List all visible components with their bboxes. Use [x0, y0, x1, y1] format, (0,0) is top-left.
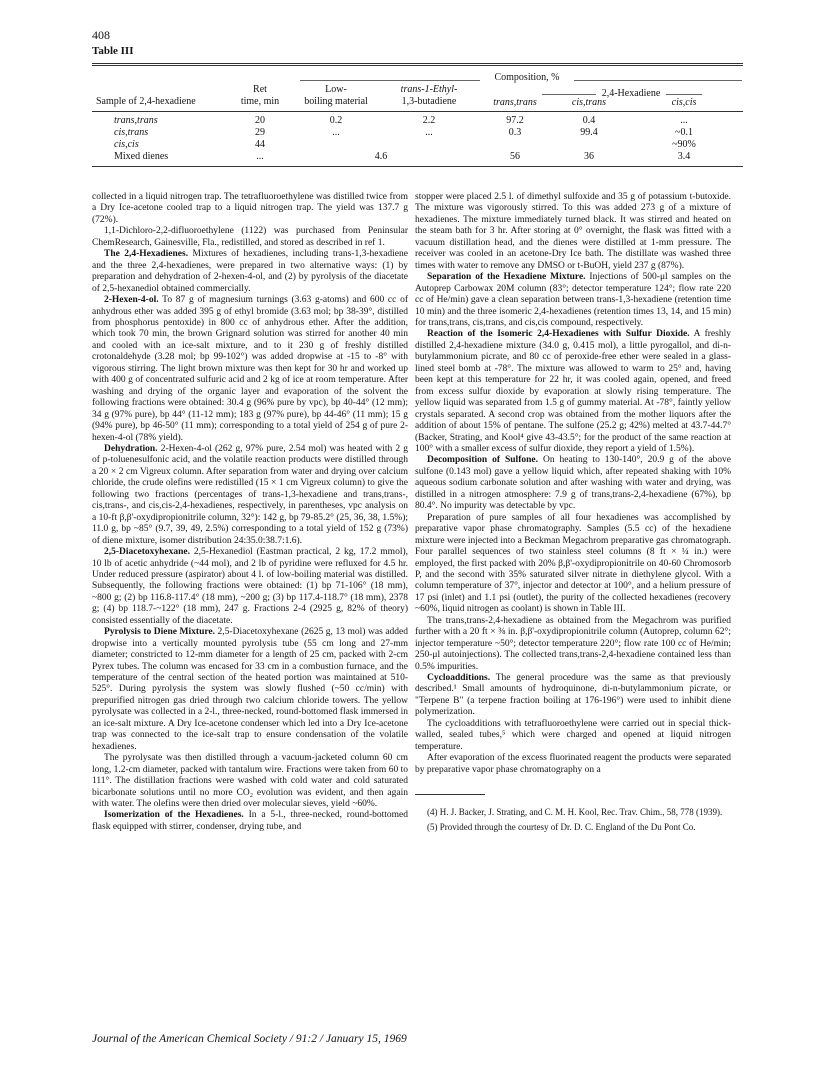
composition-rule-right	[574, 80, 742, 81]
paragraph-text: 2-Hexen-4-ol (262 g, 97% pure, 2.54 mol) was heated with 2 g of p-toluenesulfonic acid, and the volatile reaction products were distilled through a 20 × 2 cm Vigreux column. After separation from water and drying over calcium chloride, the crude olefins were redistilled (15 × 1 cm Vigreux column) to give the following two fractions (percentages of trans-1,3-hexadiene and trans,trans-, cis,trans-, and cis,cis-2,4-hexadienes, respectively, in parentheses, vpc analysis on a 10-ft β,β'-oxydipropionitrile column, 32°): 142 g, bp 79-85.2° (25, 36, 38, 1.5%); 11.0 g, bp ~85° (9.7, 39, 49, 2.5%) corresponding to a total yield of 152 g (73%) of diene mixture, isomer distribution 24:35.0:38.7:1.6).	[92, 443, 408, 546]
paragraph	[92, 249, 408, 295]
cell-tt: 97.2	[506, 115, 524, 126]
col-ethyl-header-2: 1,3-butadiene	[401, 96, 457, 107]
paragraph	[92, 444, 408, 547]
paragraph-heading: Cycloadditions.	[427, 673, 491, 684]
paragraph-text: Mixtures of hexadienes, including trans-1,3-hexadiene and the three 2,4-hexadienes, were prepared in two alternative ways: (1) by preparation and dehydration of 2-hexen-4-ol, and (2) by pyrolysis of the diacetate of 2,5-hexanediol obtained commercially.	[92, 249, 408, 294]
hexadiene-header: 2,4-Hexadiene	[601, 88, 661, 99]
cell-cc: ~90%	[672, 139, 696, 150]
paragraph-heading: Decomposition of Sulfone.	[427, 455, 538, 466]
paragraph-text: 2,5-Hexanediol (Eastman practical, 2 kg, 17.2 mmol), 10 lb of acetic anhydride (~44 mol), and 2 lb of pyridine were refluxed for 4.5 hr. Under reduced pressure (aspirator) about 4 l. of low-boiling material was distilled. Subsequently, the following fractions were obtained: (1) bp 71-106° (18 mm), ~800 g; (2) bp 116.8-117.4° (18 mm), ~200 g; (3) bp 117.4-118.7° (18 mm), 2378 g; (4) bp 118.7-~122° (18 mm), 247 g. Fractions 2-4 (2925 g, 82% of theory) consisted essentially of the diacetate.	[92, 547, 408, 626]
page-number: 408	[92, 28, 110, 42]
paragraph-heading: Separation of the Hexadiene Mixture.	[427, 272, 586, 283]
paragraph: Preparation of pure samples of all four hexadienes was accomplished by preparative vapor phase chromatography. Samples (5.5 cc) of the hexadiene mixture were injected into a Beckman Megachrom preparative gas chromatograph. Four parallel sequences of two stainless steel columns (8 ft × ¼ in.) were employed, the first packed with 20% β,β'-oxydipropionitrile on 40-60 Chromosorb P, and the second with 35% saturated silver nitrate in diethylene glycol. With a column temperature of 37°, injector and detector at 100°, and a helium pressure of 17 psi (inlet) and 1.1 psi (outlet), the purity of the collected hexadienes (recovery ~60%, liquid nitrogen as coolant) is shown in Table III.	[415, 512, 731, 615]
cell-low-ethyl: 4.6	[374, 151, 388, 162]
hexadiene-rule-right	[666, 94, 702, 95]
cell-cc: ~0.1	[675, 127, 693, 138]
footnote-4: (4) H. J. Backer, J. Strating, and C. M. H. Kool, Rec. Trav. Chim., 58, 778 (1939).	[427, 807, 723, 818]
col-cc-header: cis,cis	[671, 97, 697, 108]
paragraph-text: 2,5-Diacetoxyhexane (2625 g, 13 mol) was added dropwise into a vertically mounted pyrolysis tube (55 cm long and 27-mm diameter; constricted to 12-mm diameter for a length of 25 cm, packed with 2-cm Pyrex tubes. The column was encased for 33 cm in a combustion furnace, and the temperature of the central section of the heated portion was maintained at 510-525°. During pyrolysis the system was slowly flushed (~50 cc/min) with prepurified nitrogen gas dried through two calcium chloride towers. The yellow pyrolysate was collected in a 2-l., three-necked, round-bottomed flask immersed in an ice-salt mixture. A Dry Ice-acetone condenser which led into a Dry Ice-acetone trap was connected to the ice-salt trap to ensure condensation of the volatile hexadienes.	[92, 627, 409, 752]
cell-sample: cis,cis	[114, 139, 139, 150]
paragraph: 1,1-Dichloro-2,2-difluoroethylene (1122) was purchased from Peninsular ChemResearch, Gainesville, Fla., redistilled, and stored as described in ref 1.	[92, 226, 408, 248]
paragraph	[415, 455, 731, 512]
composition-rule-left	[300, 80, 480, 81]
col-ret-header-1: Ret	[253, 84, 267, 95]
composition-header: Composition, %	[494, 72, 560, 83]
paragraph-heading: The 2,4-Hexadienes.	[104, 249, 189, 260]
paragraph	[92, 547, 408, 627]
paragraph-text: A freshly distilled 2,4-hexadiene mixture (34.0 g, 0.415 mol), a little pyrogallol, and di-n-butylammonium picrate, and 80 cc of peroxide-free ether were sealed in a glass-lined steel bomb at -78°. The mixture was allowed to warm to 25° and, having been kept at this temperature for 22 hr, it was cooled again, opened, and freed from excess sulfur dioxide by evaporation at slowly rising temperature. The yellow liquid was separated from 1.5 g of gummy material. At -78°, faintly yellow crystals separated. A second crop was obtained from the mother liquors after the addition of about 15% of pentane. The sulfone (25.2 g; 42%) melted at 43.7-44.7° (Backer, Strating, and Kool⁴ give 43-43.5°; for the product of the same reaction at 100° with a smaller excess of sulfur dioxide, they report a yield of 1.5%).	[415, 329, 731, 454]
cell-cc: ...	[680, 115, 688, 126]
paragraph-text: In a 5-l., three-necked, round-bottomed flask equipped with stirrer, condenser, drying tube, and	[92, 810, 409, 832]
paragraph	[92, 627, 408, 753]
paragraph-heading: 2,5-Diacetoxyhexane.	[104, 547, 191, 558]
paragraph-heading: Pyrolysis to Diene Mixture.	[104, 627, 215, 638]
footnote-rule	[415, 794, 485, 795]
cell-ret: ...	[256, 151, 264, 162]
cell-ret: 29	[255, 127, 265, 138]
paragraph: The pyrolysate was then distilled through a vacuum-jacketed column 60 cm long, 1.2-cm diameter, packed with tantalum wire. Fractions were taken from 60 to 111°. The distillation fractions were washed with cold water and cold saturated bicarbonate solutions until no more CO₂ evolution was evident, and then again with water. The olefins were then dried over molecular sieves, yield ~60%.	[92, 753, 408, 810]
col-ct-header: cis,trans	[571, 97, 607, 108]
paragraph	[92, 810, 408, 833]
paragraph: stopper were placed 2.5 l. of dimethyl sulfoxide and 35 g of potassium t-butoxide. The mixture was vigorously stirred. To this was added 273 g of a mixture of hexadienes. The mixture immediately turned black. It was stirred and heated on the steam bath for 3 hr. After storing at 0° overnight, the flask was fitted with a vacuum distillation head, and the dienes were distilled at 1-mm pressure. The receiver was cooled in an acetone-Dry Ice bath. The distillate was washed three times with water to remove any DMSO or t-BuOH, yield 237 g (87%).	[415, 192, 731, 271]
cell-ethyl: 2.2	[422, 115, 436, 126]
paragraph	[415, 329, 731, 455]
paragraph-heading: Isomerization of the Hexadienes.	[104, 810, 244, 821]
cell-ct: 0.4	[582, 115, 596, 126]
table-title: Table III	[92, 45, 134, 57]
paragraph: The trans,trans-2,4-hexadiene as obtained from the Megachrom was purified further with a 20 ft × ⅜ in. β,β'-oxydipropionitrile column (Autoprep, column 62°; injector temperature ~50°; detector temperature 220°; flow rate 100 cc of He/min; 250-μl autoinjections). The collected trans,trans-2,4-hexadiene contained less than 0.5% impurities.	[415, 615, 731, 672]
cell-ct: 36	[584, 151, 594, 162]
paragraph-heading: 2-Hexen-4-ol.	[104, 295, 159, 306]
paragraph-heading: Reaction of the Isomeric 2,4-Hexadienes with Sulfur Dioxide.	[427, 329, 690, 340]
col-low-header-2: boiling material	[304, 96, 368, 107]
paragraph: The cycloadditions with tetrafluoroethylene were carried out in special thick-walled, sealed tubes,⁵ which were charged and opened at liquid nitrogen temperature.	[415, 718, 731, 752]
paragraph: collected in a liquid nitrogen trap. The tetrafluoroethylene was distilled twice from a Dry Ice-acetone cooled trap to a liquid nitrogen trap. The yield was 137.7 g (72%).	[92, 192, 408, 225]
paragraph-text: To 87 g of magnesium turnings (3.63 g-atoms) and 600 cc of anhydrous ether was added 395 g of ethyl bromide (3.63 mol; bp 38-39°, distilled from phosphorus pentoxide) in 800 cc of anhydrous ether. After the addition, which took 70 min, the brown Grignard solution was stirred for another 40 min and cooled with an ice-salt mixture, and to it 230 g of freshly distilled crotonaldehyde (3.28 mol; bp 99-102°) was added dropwise at -15 to -8° with vigorous stirring. The light brown mixture was then kept for 30 hr and worked up with 400 g of concentrated sulfuric acid and 2 kg of ice at room temperature. After washing and drying of the organic layer and evaporation of the solvent the following fractions were obtained: 30.4 g (96% pure by vpc), bp 40-44° (12 mm); 34 g (97% pure), bp 44° (11-12 mm); 183 g (97% pure), bp 44-46° (11 mm); 15 g (94% pure), bp 46-50° (11 mm); corresponding to a total yield of 254 g of pure 2-hexen-4-ol (78% yield).	[92, 295, 408, 443]
paragraph-text: Injections of 500-μl samples on the Autoprep Carbowax 20M column (83°; detector temperature 124°; flow rate 220 cc of He/min) gave a clean separation between trans-1,3-hexadiene (retention time 10 min) and the three isomeric 2,4-hexadienes (retention times 13, 14, and 15 min) for trans,trans, cis,trans, and cis,cis compound, respectively.	[415, 272, 731, 328]
paragraph-text: The general procedure was the same as that previously described.¹ Small amounts of hydroquinone, di-n-butylammonium picrate, or "Terpene B" (a terpene fraction boiling at 176-196°) were used to inhibit diene polymerization.	[415, 673, 731, 718]
cell-tt: 56	[510, 151, 520, 162]
cell-sample: cis,trans	[114, 127, 149, 138]
col-tt-header: trans,trans	[493, 97, 537, 108]
cell-ret: 20	[255, 115, 265, 126]
cell-ethyl: ...	[425, 127, 433, 138]
paragraph	[415, 272, 731, 329]
cell-low: 0.2	[329, 115, 343, 126]
cell-ct: 99.4	[580, 127, 598, 138]
paragraph-heading: Dehydration.	[104, 443, 158, 454]
table-top-rule-2	[92, 65, 743, 66]
table-bottom-rule	[92, 166, 743, 167]
table-header-rule	[92, 111, 743, 112]
paragraph: After evaporation of the excess fluorinated reagent the products were separated by preparative vapor phase chromatography on a	[415, 753, 731, 775]
left-column	[92, 192, 408, 833]
col-sample-header: Sample of 2,4-hexadiene	[96, 96, 196, 107]
cell-sample: Mixed dienes	[114, 151, 169, 162]
cell-low: ...	[332, 127, 340, 138]
col-ret-header-2: time, min	[240, 96, 280, 107]
paragraph-text: On heating to 130-140°, 20.9 g of the above sulfone (0.143 mol) gave a yellow liquid which, after repeated shaking with 10% aqueous sodium carbonate solution and after washing with water and drying, was distilled in a nitrogen atmosphere: 7.9 g of trans,trans-2,4-hexadiene (67%), bp 80.4°. No impurity was detectable by vpc.	[415, 455, 731, 512]
col-low-header-1: Low-	[325, 84, 347, 95]
paragraph	[415, 673, 731, 719]
journal-footer: Journal of the American Chemical Society / 91:2 / January 15, 1969	[92, 1033, 407, 1045]
footnote-5: (5) Provided through the courtesy of Dr. D. C. England of the Du Pont Co.	[427, 822, 696, 833]
cell-sample: trans,trans	[114, 115, 158, 126]
cell-ret: 44	[255, 139, 265, 150]
col-ethyl-header-1: trans-1-Ethyl-	[400, 84, 458, 95]
cell-tt: 0.3	[508, 127, 522, 138]
cell-cc: 3.4	[677, 151, 691, 162]
paragraph	[92, 295, 408, 444]
hexadiene-rule-left	[542, 94, 596, 95]
right-column	[415, 192, 731, 833]
